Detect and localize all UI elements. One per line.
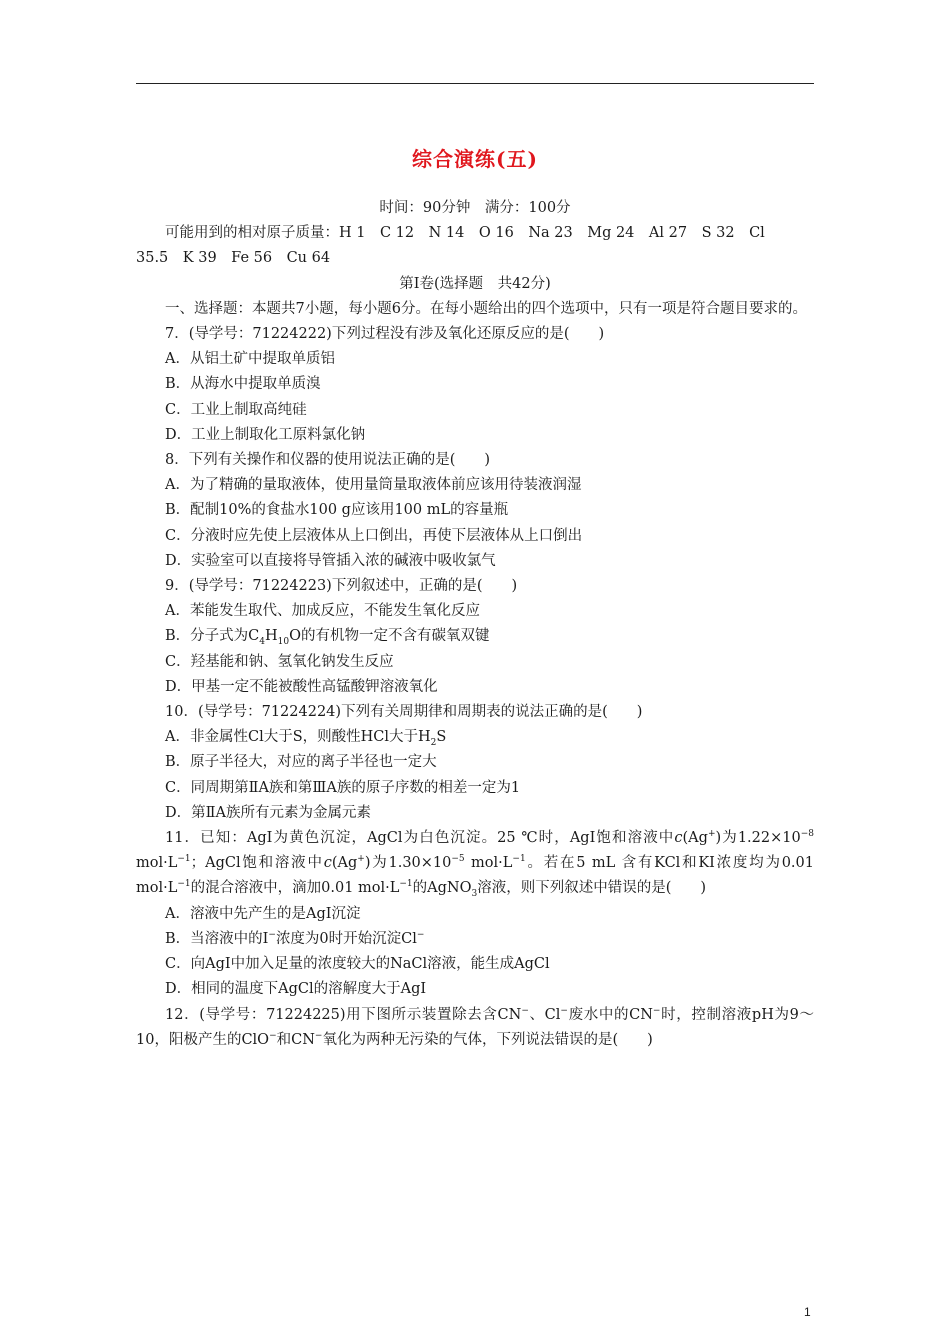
time-line: 时间：90分钟 满分：100分 (379, 200, 571, 216)
question-7-stem: 7．(导学号：71224222)下列过程没有涉及氧化还原反应的是( ) (165, 326, 605, 343)
question-11-option-a: A．溶液中先产生的是AgI沉淀 (165, 905, 361, 922)
page-title: 综合演练(五) (412, 147, 538, 171)
question-8-stem: 8．下列有关操作和仪器的使用说法正确的是( ) (165, 452, 491, 469)
section-instructions: 一、选择题：本题共7小题，每小题6分。在每小题给出的四个选项中，只有一项是符合题目要求的。 (165, 300, 807, 317)
question-11-option-b: B．当溶液中的I−浓度为0时开始沉淀Cl− (165, 930, 425, 947)
question-9-stem: 9．(导学号：71224223)下列叙述中，正确的是( ) (165, 578, 518, 595)
question-8-option-a: A．为了精确的量取液体，使用量筒量取液体前应该用待装液润湿 (165, 477, 582, 494)
question-10-option-d: D．第ⅡA族所有元素为金属元素 (165, 804, 371, 821)
question-8-option-d: D．实验室可以直接将导管插入浓的碱液中吸收氯气 (165, 552, 496, 569)
question-7-option-b: B．从海水中提取单质溴 (165, 376, 321, 393)
question-12-stem: 12．(导学号：71224225)用下图所示装置除去含CN−、Cl−废水中的CN−时，控制溶液pH为9～10，阳极产生的ClO−和CN−氧化为两种无污染的气体，下列说法错误的是( ) (136, 1005, 814, 1048)
page-number: 1 (804, 1305, 811, 1319)
header-rule (136, 83, 814, 84)
question-7-option-d: D．工业上制取化工原料氯化钠 (165, 426, 366, 443)
question-10-option-a: A．非金属性Cl大于S，则酸性HCl大于$H_2S$ (165, 729, 447, 749)
question-11-stem: 11．已知：AgI为黄色沉淀，AgCl为白色沉淀。25 ℃时，AgI饱和溶液中c(Ag+)为$1.22\times 10^{-8}$ $mol\cdot L^{-1}$；AgCl饱和溶液中c(Ag+)为$1.30\times 10^{-5}$ $mol\cdot L^{-1}$。若在5 mL 含有KCl和KI浓度均为0.01 $mol\cdot L^{-1}$的混合溶液中，滴加0.01 $mol\cdot L^{-1}$的AgNO$_3$溶液，则下列叙述中错误的是( ) (136, 829, 814, 900)
question-9-option-a: A．苯能发生取代、加成反应，不能发生氧化反应 (165, 603, 480, 620)
question-8-option-c: C．分液时应先使上层液体从上口倒出，再使下层液体从上口倒出 (165, 527, 583, 544)
question-10-stem: 10．(导学号：71224224)下列有关周期律和周期表的说法正确的是( ) (165, 704, 643, 721)
question-11-option-d: D．相同的温度下AgCl的溶解度大于AgI (165, 981, 427, 998)
question-9-option-b: B．分子式为$C_4H_{10}O$的有机物一定不含有碳氧双键 (165, 628, 490, 648)
question-8-option-b: B．配制10%的食盐水100 g应该用100 mL的容量瓶 (165, 502, 509, 519)
document-body (136, 196, 814, 1053)
question-7-option-c: C．工业上制取高纯硅 (165, 401, 307, 418)
atomic-mass-line-cont: 35.5 K 39 Fe 56 Cu 64 (136, 250, 331, 267)
section-heading: 第Ⅰ卷(选择题 共42分) (399, 275, 551, 292)
question-10-option-b: B．原子半径大，对应的离子半径也一定大 (165, 754, 437, 771)
question-11-option-c: C．向AgI中加入足量的浓度较大的NaCl溶液，能生成AgCl (165, 956, 550, 973)
question-10-option-c: C．同周期第ⅡA族和第ⅢA族的原子序数的相差一定为1 (165, 779, 521, 796)
question-9-option-c: C．羟基能和钠、氢氧化钠发生反应 (165, 653, 394, 670)
question-7-option-a: A．从铝土矿中提取单质铝 (165, 351, 335, 368)
atomic-mass-line: 可能用到的相对原子质量：H 1 C 12 N 14 O 16 Na 23 Mg 24 Al 27 S 32 Cl (165, 225, 765, 242)
question-9-option-d: D．甲基一定不能被酸性高锰酸钾溶液氧化 (165, 678, 438, 695)
